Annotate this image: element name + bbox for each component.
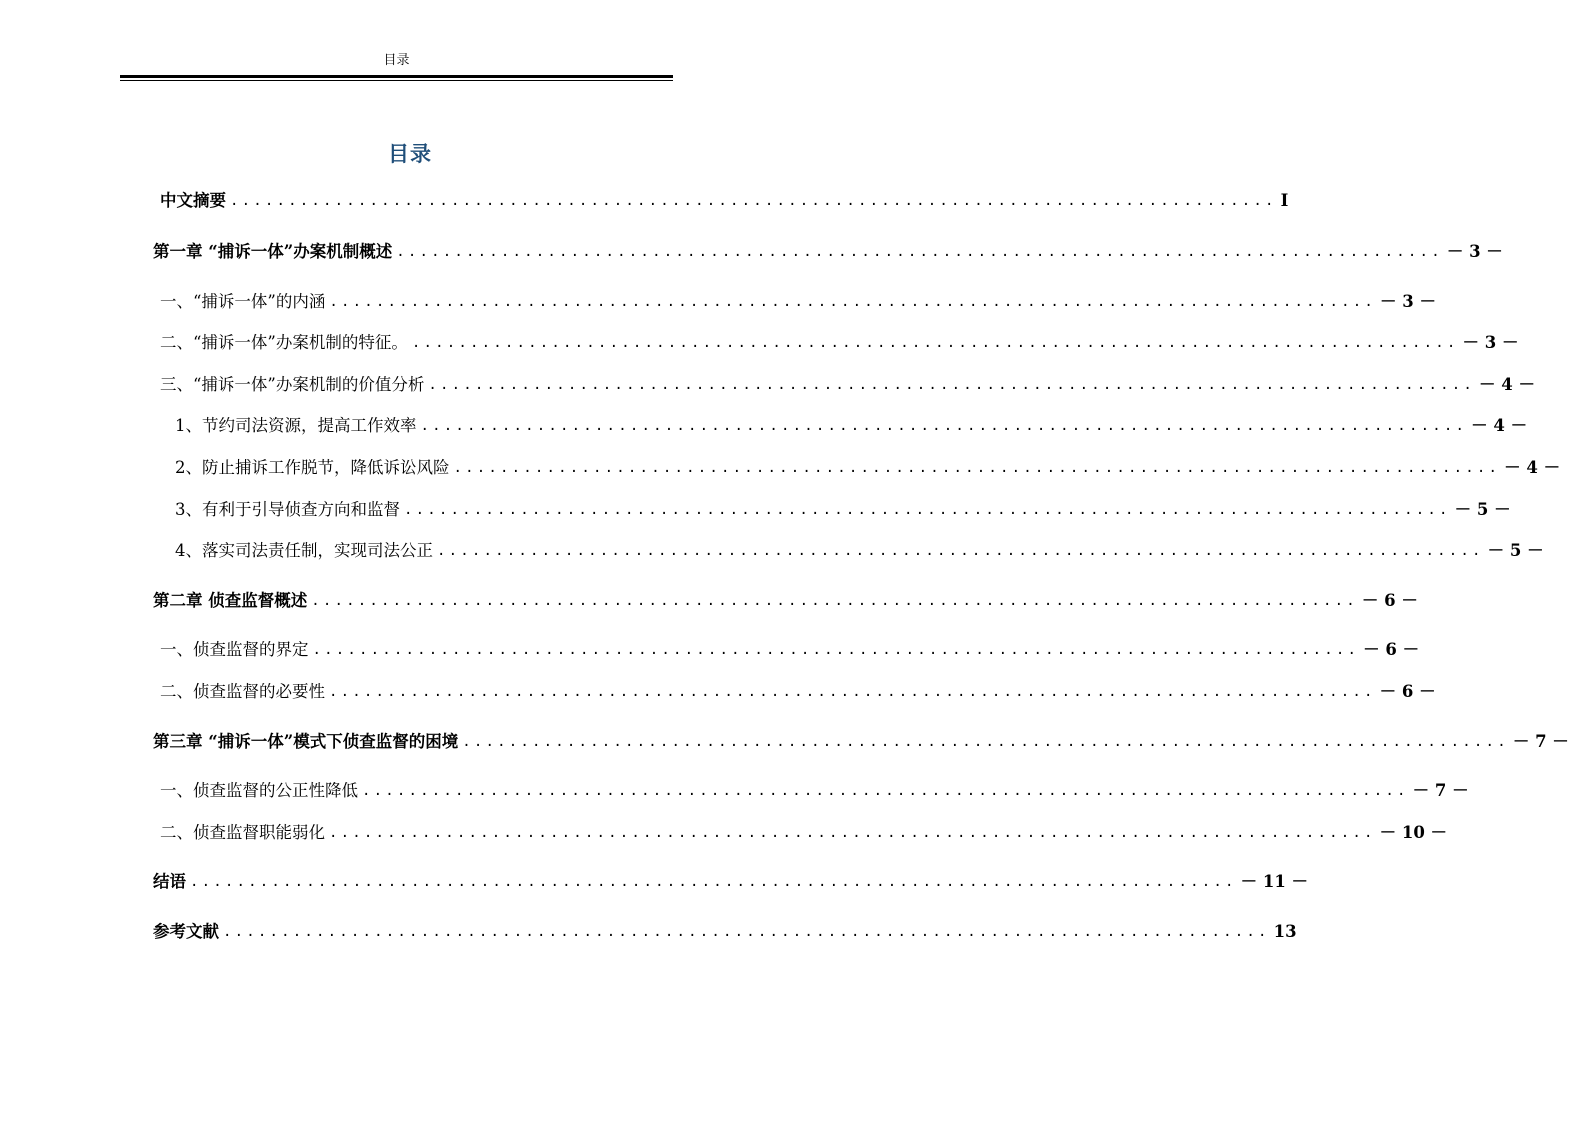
toc-entry-1-3-1[interactable] [175,414,1528,438]
toc-leader: .......................................................................................... [230,193,1277,209]
toc-page-number: － 3 － [1446,242,1503,261]
toc-leader: .......................................................................................... [223,924,1270,940]
toc-page-number: － 11 － [1240,872,1309,891]
toc-entry-text: 中文摘要 [160,191,226,210]
toc-page-number: － 5 － [1454,500,1511,519]
toc-page-number: － 4 － [1471,416,1528,435]
toc-entry-text: 二、“捕诉一体”办案机制的特征。 [160,333,408,352]
toc-entry-text: 3、有利于引导侦查方向和监督 [175,500,400,519]
toc-leader: .......................................................................................... [420,418,1468,434]
toc-page-number: － 6 － [1363,640,1420,659]
toc-entry-text: 参考文献 [153,922,219,941]
toc-leader: .......................................................................................... [190,874,1237,890]
page-header: 目录 [383,53,410,68]
toc-page-number: － 10 － [1379,823,1448,842]
toc-leader: .......................................................................................... [329,294,1376,310]
toc-page-number: － 4 － [1504,458,1561,477]
toc-leader: .......................................................................................... [453,460,1501,476]
toc-leader: .......................................................................................... [396,244,1443,260]
toc-entry-text: 一、“捕诉一体”的内涵 [160,292,326,311]
toc-page-number: － 3 － [1462,333,1519,352]
toc-title: 目录 [388,142,432,166]
toc-entry-text: 一、侦查监督的界定 [160,640,309,659]
toc-entry-text: 4、落实司法责任制，实现司法公正 [175,541,433,560]
toc-entry-chapter-2[interactable] [153,589,1418,613]
toc-leader: .......................................................................................... [329,825,1376,841]
header-rule-thick [120,75,673,78]
toc-page-number: － 3 － [1379,292,1436,311]
toc-entry-text: 三、“捕诉一体”办案机制的价值分析 [160,375,425,394]
toc-leader: .......................................................................................... [437,543,1484,559]
toc-entry-1-3-2[interactable] [175,456,1561,480]
toc-page-number: 13 [1273,922,1297,941]
toc-entry-2-1[interactable] [160,638,1420,662]
toc-entry-1-2[interactable] [160,331,1519,355]
toc-page-number: － 5 － [1487,541,1544,560]
toc-entry-1-1[interactable] [160,290,1436,314]
toc-leader: .......................................................................................... [311,593,1358,609]
toc-entry-references[interactable] [153,920,1297,944]
toc-page-number: － 6 － [1361,591,1418,610]
toc-leader: .......................................................................................... [428,377,1475,393]
toc-entry-text: 一、侦查监督的公正性降低 [160,781,358,800]
toc-leader: .......................................................................................... [404,502,1451,518]
toc-page-number: － 6 － [1379,682,1436,701]
toc-entry-text: 结语 [153,872,186,891]
toc-entry-3-2[interactable] [160,821,1448,845]
toc-page-number: － 4 － [1478,375,1535,394]
toc-entry-text: 第三章 “捕诉一体”模式下侦查监督的困境 [153,732,459,751]
toc-entry-text: 1、节约司法资源，提高工作效率 [175,416,417,435]
toc-entry-text: 第一章 “捕诉一体”办案机制概述 [153,242,393,261]
toc-leader: .......................................................................................... [411,335,1459,351]
toc-entry-text: 第二章 侦查监督概述 [153,591,308,610]
toc-leader: .......................................................................................... [312,642,1360,658]
toc-entry-2-2[interactable] [160,680,1436,704]
toc-entry-chapter-1[interactable] [153,240,1503,264]
toc-leader: .......................................................................................... [329,684,1376,700]
toc-entry-1-3[interactable] [160,373,1535,397]
toc-entry-3-1[interactable] [160,779,1469,803]
toc-leader: .......................................................................................... [462,734,1509,750]
toc-entry-text: 二、侦查监督的必要性 [160,682,325,701]
toc-entry-conclusion[interactable] [153,870,1309,894]
toc-page-number: I [1280,191,1289,210]
toc-entry-text: 2、防止捕诉工作脱节，降低诉讼风险 [175,458,450,477]
toc-page-number: － 7 － [1412,781,1469,800]
toc-leader: .......................................................................................... [362,783,1409,799]
header-rule-thin [120,80,673,81]
toc-page-number: － 7 － [1512,732,1569,751]
toc-entry-1-3-4[interactable] [175,539,1544,563]
toc-entry-abstract[interactable] [160,189,1289,213]
toc-entry-chapter-3[interactable] [153,730,1569,754]
toc-entry-1-3-3[interactable] [175,498,1511,522]
toc-entry-text: 二、侦查监督职能弱化 [160,823,325,842]
